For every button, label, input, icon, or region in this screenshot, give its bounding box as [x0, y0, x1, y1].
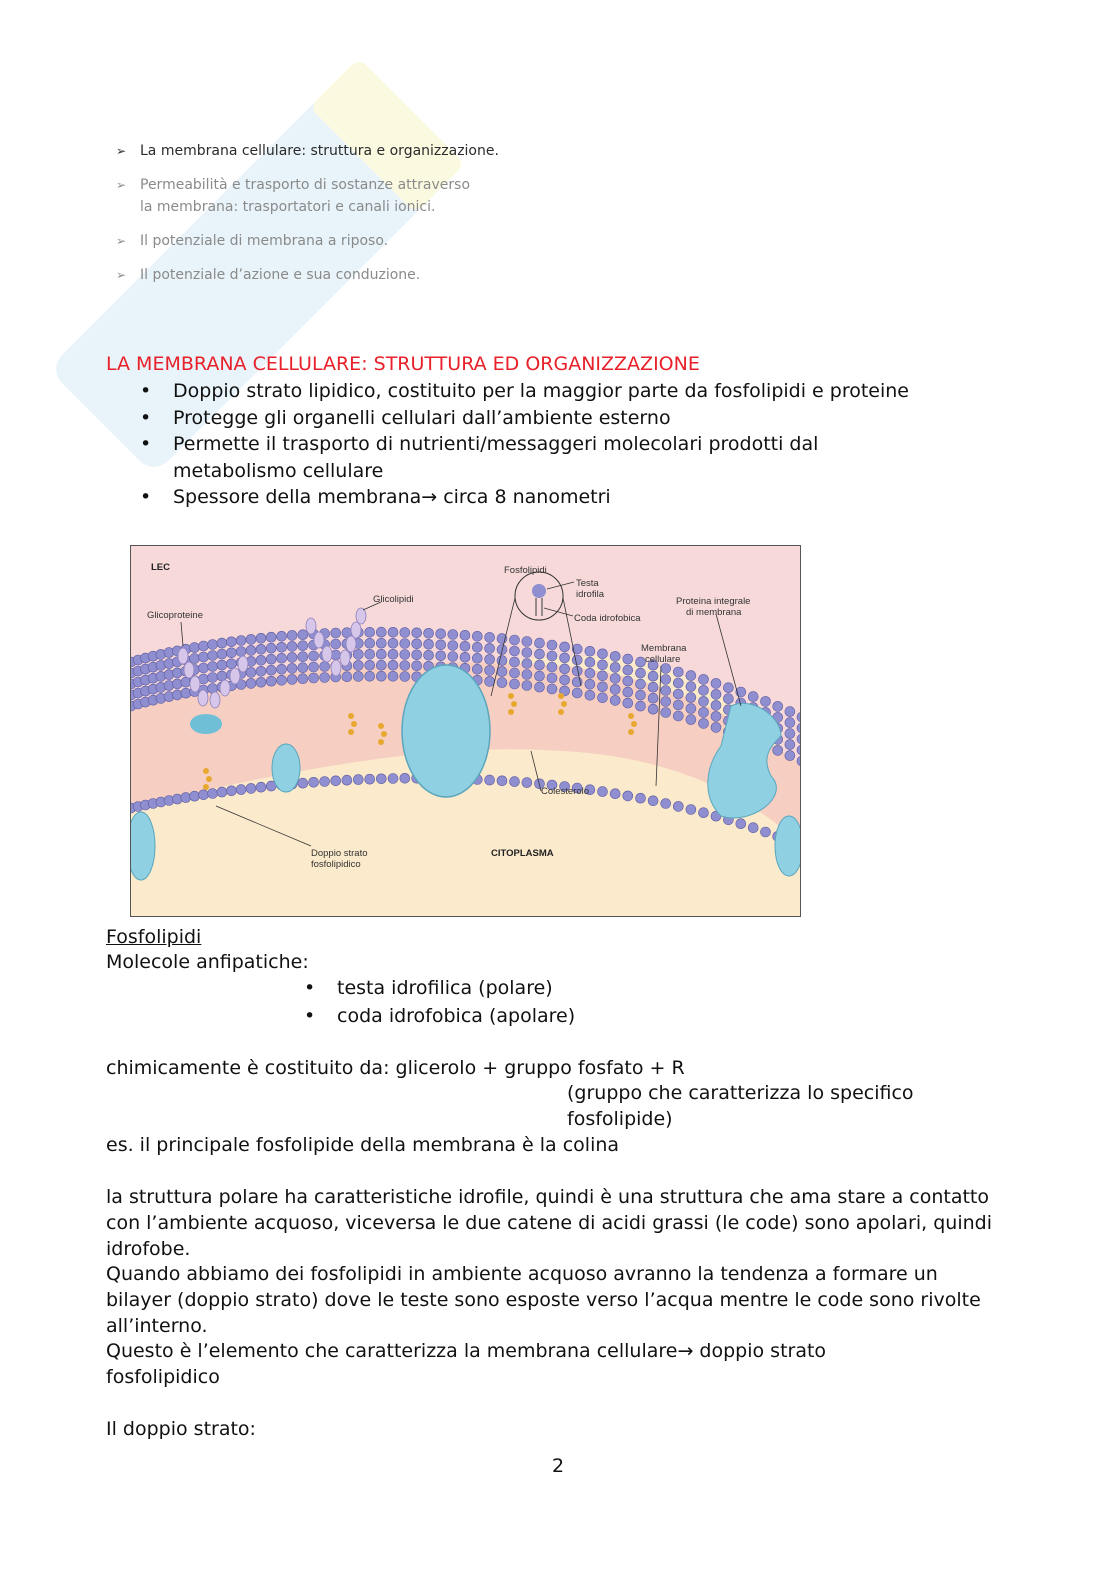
example-line: es. il principale fosfolipide della membrana è la colina — [106, 1134, 620, 1156]
bullet-icon: • — [304, 1004, 316, 1027]
edge-protein — [131, 812, 155, 880]
page-number: 2 — [551, 1455, 565, 1477]
arrow-bullet-icon: ➢ — [116, 178, 127, 192]
phospholipid-head-detail — [532, 584, 546, 598]
label-phospholipids: Fosfolipidi — [504, 565, 547, 576]
list-item: • coda idrofobica (apolare) — [106, 1003, 575, 1031]
label-integral-protein-2: di membrana — [686, 607, 742, 618]
bullet-icon: • — [140, 433, 152, 455]
arrow-bullet-icon: ➢ — [116, 144, 127, 158]
topic-item: ➢ Il potenziale di membrana a riposo. — [116, 230, 520, 252]
label-bilayer: Doppio strato — [311, 848, 368, 859]
label-lec: LEC — [151, 562, 170, 573]
label-bilayer-2: fosfolipidico — [311, 859, 361, 870]
label-tail: Coda idrofobica — [574, 613, 641, 624]
topic-list — [116, 140, 520, 298]
subsection-title: Fosfolipidi — [106, 926, 202, 948]
label-membrane: Membrana — [641, 643, 687, 654]
channel-protein — [272, 744, 300, 792]
edge-protein — [775, 816, 801, 876]
chemistry-line: chimicamente è costituito da: glicerolo + gruppo fosfato + R — [106, 1057, 685, 1079]
label-membrane-2: cellulare — [645, 654, 681, 665]
bullet-icon: • — [140, 406, 152, 429]
glycoprotein-base — [190, 714, 222, 734]
list-item: • Protegge gli organelli cellulari dall’ambiente esterno — [106, 405, 1006, 432]
label-glycolipids: Glicolipidi — [373, 594, 414, 605]
list-item: • Spessore della membrana→ circa 8 nanometri — [106, 484, 1006, 511]
topic-item: ➢ Il potenziale d’azione e sua conduzione. — [116, 264, 520, 286]
label-integral-protein: Proteina integrale — [676, 596, 751, 607]
list-item: • Doppio strato lipidico, costituito per la maggior parte da fosfolipidi e proteine — [106, 378, 1006, 405]
chemistry-note-2: fosfolipide) — [567, 1108, 673, 1130]
topic-item: ➢ La membrana cellulare: struttura e organizzazione. — [116, 140, 520, 162]
subsection-subtitle: Molecole anfipatiche: — [106, 951, 309, 973]
label-hydrophilic: idrofila — [576, 589, 604, 600]
paragraph: Quando abbiamo dei fosfolipidi in ambiente acquoso avranno la tendenza a formare un bilayer (doppio strato) dove le teste sono esposte verso l’acqua mentre le code sono rivolte all’interno. — [106, 1263, 981, 1337]
label-head: Testa — [576, 578, 599, 589]
bullet-icon: • — [140, 486, 152, 508]
amphipathic-bullets — [106, 975, 575, 1030]
paragraph: Questo è l’elemento che caratterizza la membrana cellulare→ doppio strato fosfolipidico — [106, 1340, 827, 1388]
topic-item: ➢ Permeabilità e trasporto di sostanze attraverso la membrana: trasportatori e canali ionici. — [116, 174, 480, 218]
label-glycoproteins: Glicoproteine — [147, 610, 203, 621]
list-item: • testa idrofilica (polare) — [106, 975, 575, 1003]
paragraph: Il doppio strato: — [106, 1418, 256, 1440]
membrane-diagram — [130, 545, 801, 917]
arrow-bullet-icon: ➢ — [116, 234, 127, 248]
integral-protein — [402, 665, 490, 797]
label-cytoplasm: CITOPLASMA — [491, 848, 554, 859]
paragraph: la struttura polare ha caratteristiche idrofile, quindi è una struttura che ama stare a contatto con l’ambiente acquoso, viceversa le due catene di acidi grassi (le code) sono apolari, quindi idrofobe. — [106, 1186, 992, 1260]
list-item: • Permette il trasporto di nutrienti/messaggeri molecolari prodotti dal metabolismo cellulare — [140, 433, 819, 482]
label-cholesterol: Colesterolo — [541, 786, 590, 797]
arrow-bullet-icon: ➢ — [116, 268, 127, 282]
chemistry-note: (gruppo che caratterizza lo specifico — [567, 1082, 914, 1104]
bullet-icon: • — [140, 380, 152, 402]
membrane-bullets — [106, 378, 1006, 511]
section-heading: LA MEMBRANA CELLULARE: STRUTTURA ED ORGANIZZAZIONE — [106, 353, 700, 375]
bullet-icon: • — [304, 977, 316, 999]
